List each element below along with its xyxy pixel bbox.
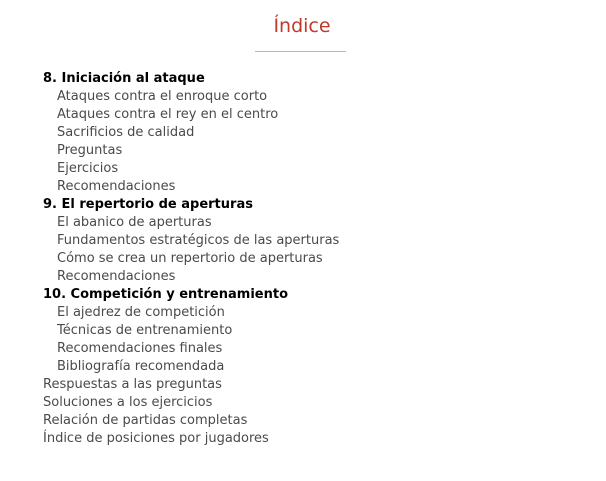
toc-appendix-entry[interactable]: Índice de posiciones por jugadores	[43, 431, 269, 446]
toc-entry[interactable]: Ataques contra el rey en el centro	[57, 107, 279, 122]
toc-chapter-9[interactable]: 9. El repertorio de aperturas	[43, 197, 253, 212]
toc-entry[interactable]: Ataques contra el enroque corto	[57, 89, 268, 104]
toc-entry[interactable]: Fundamentos estratégicos de las aperturas	[57, 233, 340, 248]
toc-entry[interactable]: Sacrificios de calidad	[57, 125, 195, 140]
toc-entry[interactable]: El abanico de aperturas	[57, 215, 212, 230]
toc-appendix-entry[interactable]: Relación de partidas completas	[43, 413, 248, 428]
toc-chapter-8[interactable]: 8. Iniciación al ataque	[43, 71, 205, 86]
toc-entry[interactable]: Cómo se crea un repertorio de aperturas	[57, 251, 323, 266]
toc-appendix-entry[interactable]: Respuestas a las preguntas	[43, 377, 222, 392]
toc-appendix-entry[interactable]: Soluciones a los ejercicios	[43, 395, 213, 410]
toc-entry[interactable]: Bibliografía recomendada	[57, 359, 225, 374]
page-title: Índice	[273, 15, 331, 37]
toc-entry[interactable]: Recomendaciones	[57, 179, 176, 194]
toc-entry[interactable]: Preguntas	[57, 143, 123, 158]
toc-entry[interactable]: Recomendaciones finales	[57, 341, 223, 356]
toc-entry[interactable]: Recomendaciones	[57, 269, 176, 284]
toc-entry[interactable]: Técnicas de entrenamiento	[57, 323, 233, 338]
toc-entry[interactable]: Ejercicios	[57, 161, 119, 176]
toc-chapter-10[interactable]: 10. Competición y entrenamiento	[43, 287, 289, 302]
table-of-contents	[43, 70, 339, 448]
toc-entry[interactable]: El ajedrez de competición	[57, 305, 225, 320]
title-divider	[255, 51, 346, 52]
